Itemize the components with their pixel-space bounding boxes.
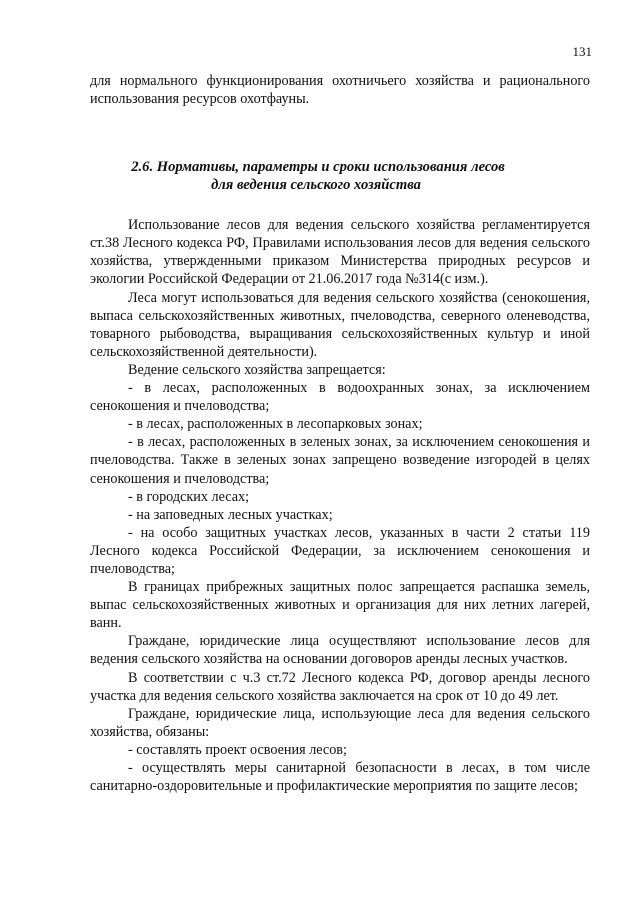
paragraph-regulation: Использование лесов для ведения сельского хозяйства регламентируется ст.38 Лесного кодекса РФ, Правилами использования лесов для ведения сельского хозяйства, утвержденными приказом Министерства природных ресурсов и экологии Российской Федерации от 21.06.2017 года №314(с изм.). (90, 217, 590, 288)
list-item: - в лесах, расположенных в водоохранных зонах, за исключением сенокошения и пчеловодства; (90, 380, 590, 415)
list-item: - на особо защитных участках лесов, указанных в части 2 статьи 119 Лесного кодекса Российской Федерации, за исключением сенокошения и пчеловодства; (90, 524, 590, 577)
list-item: - составлять проект освоения лесов; (128, 741, 347, 758)
paragraph-coastal-strips: В границах прибрежных защитных полос запрещается распашка земель, выпас сельскохозяйственных животных и организация для них летних лагерей, ванн. (90, 579, 590, 632)
section-title-line-1: 2.6. Нормативы, параметры и сроки использования лесов (131, 159, 505, 176)
paragraph-prohibited-intro: Ведение сельского хозяйства запрещается: (128, 361, 386, 378)
intro-paragraph: для нормального функционирования охотничьего хозяйства и рационального использования ресурсов охотфауны. (90, 73, 590, 108)
paragraph-lease-basis: Граждане, юридические лица осуществляют использование лесов для ведения сельского хозяйства на основании договоров аренды лесных участков. (90, 633, 590, 668)
list-item: - осуществлять меры санитарной безопасности в лесах, в том числе санитарно-оздоровительные и профилактические мероприятия по защите лесов; (90, 760, 590, 795)
list-item: - на заповедных лесных участках; (128, 506, 333, 523)
list-item: - в лесах, расположенных в лесопарковых зонах; (128, 416, 423, 433)
list-item: - в лесах, расположенных в зеленых зонах, за исключением сенокошения и пчеловодства. Также в зеленых зонах запрещено возведение изгородей в целях сенокошения и пчеловодства; (90, 434, 590, 487)
paragraph-obligations-intro: Граждане, юридические лица, использующие леса для ведения сельского хозяйства, обязаны: (90, 705, 590, 740)
paragraph-allowed-uses: Леса могут использоваться для ведения сельского хозяйства (сенокошения, выпаса сельскохозяйственных животных, пчеловодства, северного оленеводства, товарного рыбоводства, выращивания сельскохозяйственных культур и иной сельскохозяйственной деятельности). (90, 289, 590, 360)
page-number: 131 (572, 44, 592, 59)
paragraph-lease-term: В соответствии с ч.3 ст.72 Лесного кодекса РФ, договор аренды лесного участка для ведения сельского хозяйства заключается на срок от 10 до 49 лет. (90, 669, 590, 704)
list-item: - в городских лесах; (128, 488, 250, 505)
section-title-line-2: для ведения сельского хозяйства (211, 177, 421, 194)
section-heading (90, 158, 590, 194)
page-content (90, 72, 590, 795)
